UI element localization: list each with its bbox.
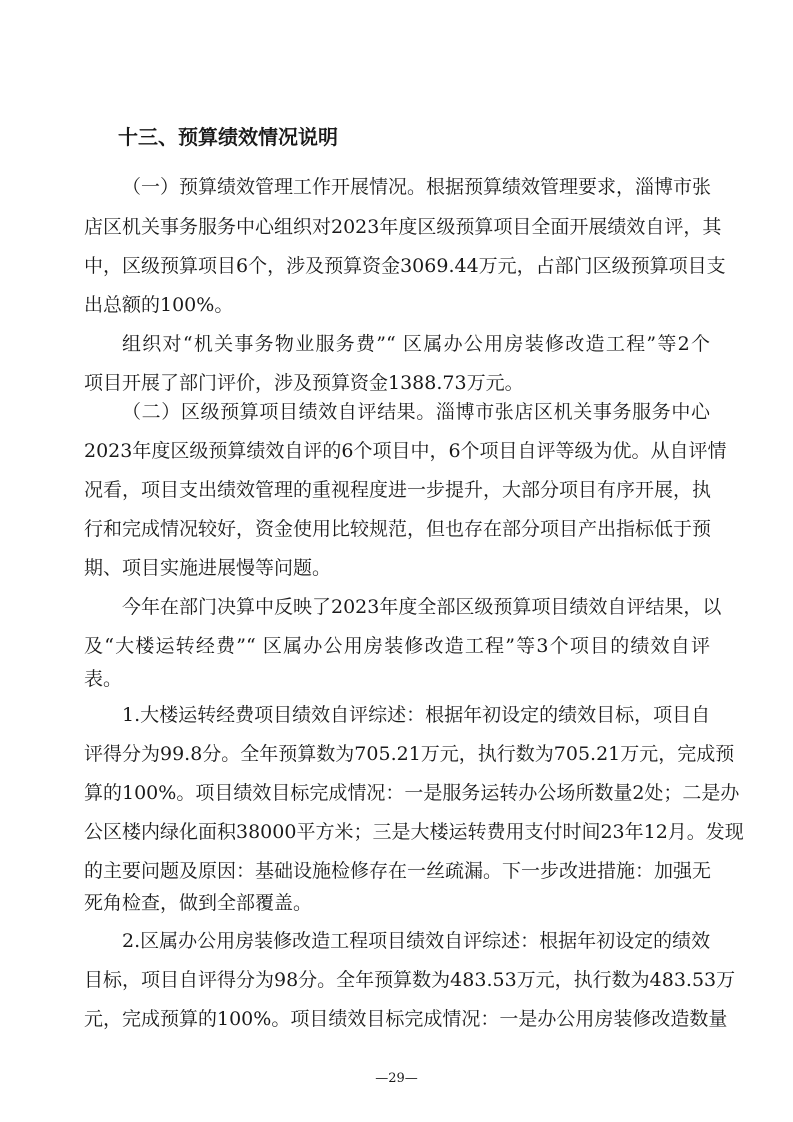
paragraph-line: 期、项目实施进展慢等问题。 xyxy=(84,557,332,579)
paragraph-line: 目标，项目自评得分为98分。全年预算数为483.53万元，执行数为483.53万 xyxy=(84,969,736,991)
page-number: —29— xyxy=(375,1071,418,1086)
paragraph-line: 1.大楼运转经费项目绩效自评综述：根据年初设定的绩效目标，项目自 xyxy=(122,704,711,726)
paragraph-line: 公区楼内绿化面积38000平方米；三是大楼运转费用支付时间23年12月。发现 xyxy=(84,821,744,843)
section-heading: 十三、预算绩效情况说明 xyxy=(118,125,338,149)
paragraph-line: 算的100%。项目绩效目标完成情况：一是服务运转办公场所数量2处；二是办 xyxy=(84,782,740,804)
paragraph-line: 表。 xyxy=(84,668,123,690)
paragraph-line: 况看，项目支出绩效管理的重视程度进一步提升，大部分项目有序开展，执 xyxy=(84,479,712,501)
paragraph-line: 中，区级预算项目6个，涉及预算资金3069.44万元，占部门区级预算项目支 xyxy=(84,255,726,277)
paragraph-line: 2023年度区级预算绩效自评的6个项目中，6个项目自评等级为优。从自评情 xyxy=(84,440,727,462)
paragraph-line: 2.区属办公用房装修改造工程项目绩效自评综述：根据年初设定的绩效 xyxy=(122,930,711,952)
paragraph-line: 出总额的100%。 xyxy=(84,294,234,316)
paragraph-line: 行和完成情况较好，资金使用比较规范，但也存在部分项目产出指标低于预 xyxy=(84,518,712,540)
paragraph-line: 及“大楼运转经费”“ 区属办公用房装修改造工程”等3个项目的绩效自评 xyxy=(84,635,710,657)
paragraph-line: 评得分为99.8分。全年预算数为705.21万元，执行数为705.21万元，完成预 xyxy=(84,743,735,765)
paragraph-line: 元，完成预算的100%。项目绩效目标完成情况：一是办公用房装修改造数量 xyxy=(84,1008,728,1030)
paragraph-line: 组织对“机关事务物业服务费”“ 区属办公用房装修改造工程”等2个 xyxy=(122,333,710,355)
paragraph-line: 店区机关事务服务中心组织对2023年度区级预算项目全面开展绩效自评，其 xyxy=(84,216,722,238)
paragraph-line: （二）区级预算项目绩效自评结果。淄博市张店区机关事务服务中心 xyxy=(122,401,710,423)
paragraph-line: 的主要问题及原因：基础设施检修存在一丝疏漏。下一步改进措施：加强无 xyxy=(84,860,712,882)
paragraph-line: 死角检查，做到全部覆盖。 xyxy=(84,892,313,914)
paragraph-line: （一）预算绩效管理工作开展情况。根据预算绩效管理要求，淄博市张 xyxy=(122,176,712,198)
paragraph-line: 今年在部门决算中反映了2023年度全部区级预算项目绩效自评结果，以 xyxy=(122,596,722,618)
paragraph-line: 项目开展了部门评价，涉及预算资金1388.73万元。 xyxy=(84,372,524,394)
